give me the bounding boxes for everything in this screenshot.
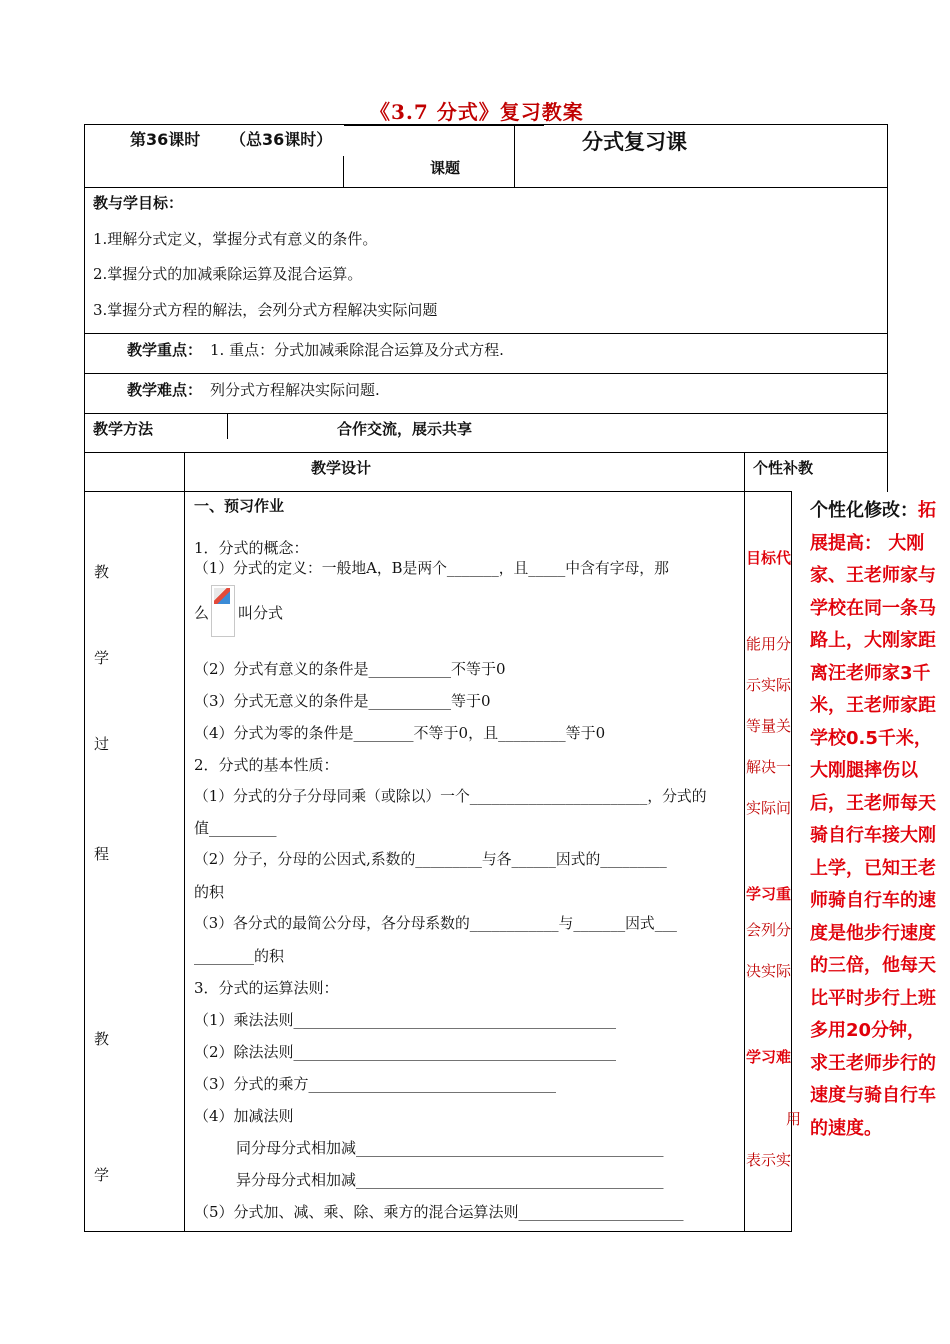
topic-value: 分式复习课 (582, 130, 687, 154)
divider (84, 187, 888, 188)
process-char: 教 (94, 563, 110, 581)
fraction-image-placeholder (211, 585, 235, 637)
divider (343, 156, 344, 188)
process-char: 学 (94, 649, 110, 667)
supplement-study2-line: 用 (786, 1110, 802, 1128)
side-note-text: 拓展提高： 大刚家、王老师家与学校在同一条马路上，大刚家距离汪老师家3千米，王老师家距学校0.5千米，大刚腿摔伤以后，王老师每天骑自行车接大刚上学，已知王老师骑自行车的速度是他步行速度的三倍，他每天比平时步行上班多用20分钟，求王老师步行的速度与骑自行车的速度。 (810, 500, 936, 1139)
divider (227, 413, 228, 439)
supplement-study2-label: 学习难 (746, 1048, 792, 1066)
supplement-study-line: 会列分 (746, 921, 792, 939)
page-title: 《3.7 分式》复习教案 (370, 100, 584, 124)
design-line: （1）分式的定义：一般地A，B是两个_______，且_____中含有字母，那 (194, 560, 669, 577)
design-line: 叫分式 (238, 604, 284, 622)
key-points-label: 教学重点： (127, 341, 203, 359)
supplement-ability-line: 能用分 (746, 635, 792, 653)
design-line: 2．分式的基本性质： (194, 756, 339, 774)
process-char: 过 (94, 735, 110, 753)
design-line: （2）除法法则___________________________________________ (194, 1043, 617, 1061)
key-points-text: 1. 重点：分式加减乘除混合运算及分式方程. (210, 341, 504, 359)
design-line: 1．分式的概念： (194, 539, 309, 557)
supplement-ability-line: 解决一 (746, 758, 792, 776)
supplement-target-label: 目标代 (746, 549, 792, 567)
table-bottom-border (84, 1231, 792, 1232)
design-line: （3）分式的乘方_________________________________ (194, 1075, 557, 1093)
process-char: 程 (94, 845, 110, 863)
table-top-border (84, 124, 888, 125)
lesson-number: 第36课时 (130, 130, 201, 149)
design-line: 么 (194, 604, 210, 622)
supplement-ability-line: 实际问 (746, 799, 792, 817)
design-line: （5）分式加、减、乘、除、乘方的混合运算法则______________________ (194, 1203, 684, 1221)
design-line: （3）分式无意义的条件是___________等于0 (194, 692, 491, 710)
design-line: （2）分式有意义的条件是___________不等于0 (194, 660, 506, 678)
process-char: 教 (94, 1030, 110, 1048)
objective-item: 1.理解分式定义，掌握分式有意义的条件。 (93, 230, 378, 248)
objective-item: 2.掌握分式的加减乘除运算及混合运算。 (93, 265, 363, 283)
table-right-border (887, 124, 888, 492)
difficulties-text: 列分式方程解决实际问题. (210, 381, 380, 399)
broken-image-icon (214, 588, 230, 604)
supplement-ability-line: 示实际 (746, 676, 792, 694)
design-line: （3）各分式的最简公分母，各分母系数的____________与_______因式___ (194, 915, 677, 932)
design-line: 3．分式的运算法则： (194, 979, 339, 997)
supplement-ability-line: 等量关 (746, 717, 792, 735)
divider (514, 124, 515, 188)
design-line: 同分母分式相加减_________________________________________ (236, 1139, 664, 1157)
supplement-column-header: 个性补教 (753, 459, 814, 477)
objectives-heading: 教与学目标： (93, 194, 184, 212)
divider (84, 452, 888, 453)
table-left-border (84, 124, 85, 1232)
divider (84, 491, 792, 492)
design-line: 值_________ (194, 819, 277, 837)
design-column-header: 教学设计 (311, 459, 372, 477)
divider (84, 373, 888, 374)
design-line: （2）分子，分母的公因式,系数的_________与各______因式的_________ (194, 851, 667, 868)
design-line: 异分母分式相加减_________________________________________ (236, 1171, 664, 1189)
process-char: 学 (94, 1166, 110, 1184)
method-text: 合作交流，展示共享 (337, 420, 473, 438)
design-line: ________的积 (194, 947, 285, 965)
supplement-study2-line: 表示实 (746, 1151, 792, 1169)
topic-label: 课题 (430, 159, 461, 177)
lesson-total: （总36课时） (230, 130, 333, 149)
supplement-study-label: 学习重 (746, 885, 792, 903)
divider (84, 413, 888, 414)
design-line: （4）加减法则 (194, 1107, 294, 1125)
side-note-prefix: 个性化修改： (810, 500, 918, 521)
divider (84, 333, 888, 334)
objective-item: 3.掌握分式方程的解法，会列分式方程解决实际问题 (93, 301, 438, 319)
design-line: （1）分式的分子分母同乘（或除以）一个________________________，分式的 (194, 788, 707, 805)
divider (744, 452, 745, 1232)
method-label: 教学方法 (93, 420, 154, 438)
difficulties-label: 教学难点： (127, 381, 203, 399)
divider (184, 452, 185, 1232)
side-note (810, 495, 940, 1145)
design-line: （1）乘法法则___________________________________________ (194, 1011, 617, 1029)
design-line: （4）分式为零的条件是________不等于0，且_________等于0 (194, 724, 606, 742)
section-heading: 一、预习作业 (194, 497, 285, 515)
supplement-study-line: 决实际 (746, 962, 792, 980)
design-line: 的积 (194, 883, 225, 901)
